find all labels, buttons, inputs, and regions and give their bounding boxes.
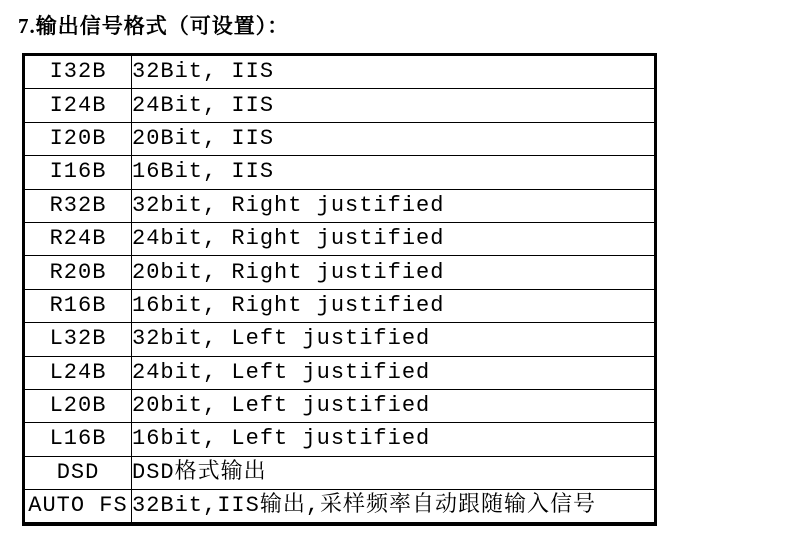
- format-desc-cell: 32Bit, IIS: [132, 55, 656, 89]
- format-desc-cell: 20bit, Left justified: [132, 389, 656, 422]
- output-format-table: [22, 53, 657, 526]
- format-code-cell: L16B: [24, 423, 132, 456]
- format-code-cell: R20B: [24, 256, 132, 289]
- format-desc-cell: 24bit, Right justified: [132, 222, 656, 255]
- table-row: [24, 222, 656, 255]
- table-row: [24, 356, 656, 389]
- table-row: [24, 423, 656, 456]
- format-code-cell: I24B: [24, 89, 132, 122]
- format-desc-cell: 32Bit,IIS输出,采样频率自动跟随输入信号: [132, 490, 656, 525]
- format-desc-cell: 16Bit, IIS: [132, 156, 656, 189]
- format-code-cell: L20B: [24, 389, 132, 422]
- format-code-cell: R24B: [24, 222, 132, 255]
- format-code-cell: I16B: [24, 156, 132, 189]
- table-row: [24, 55, 656, 89]
- table-row: [24, 156, 656, 189]
- format-desc-cell: 24bit, Left justified: [132, 356, 656, 389]
- table-row: [24, 323, 656, 356]
- format-desc-cell: DSD格式输出: [132, 456, 656, 489]
- format-code-cell: AUTO FS: [24, 490, 132, 525]
- table-row: [24, 189, 656, 222]
- table-row: [24, 89, 656, 122]
- format-code-cell: L24B: [24, 356, 132, 389]
- format-code-cell: I20B: [24, 122, 132, 155]
- table-row: [24, 389, 656, 422]
- format-desc-cell: 16bit, Right justified: [132, 289, 656, 322]
- format-desc-cell: 32bit, Right justified: [132, 189, 656, 222]
- format-desc-cell: 24Bit, IIS: [132, 89, 656, 122]
- format-code-cell: R16B: [24, 289, 132, 322]
- table-row: [24, 490, 656, 525]
- format-desc-cell: 20bit, Right justified: [132, 256, 656, 289]
- table-row: [24, 456, 656, 489]
- format-code-cell: I32B: [24, 55, 132, 89]
- section-heading: 7.输出信号格式（可设置）：: [18, 14, 290, 38]
- format-desc-cell: 32bit, Left justified: [132, 323, 656, 356]
- table-row: [24, 289, 656, 322]
- format-desc-cell: 16bit, Left justified: [132, 423, 656, 456]
- table-row: [24, 256, 656, 289]
- format-code-cell: L32B: [24, 323, 132, 356]
- format-code-cell: R32B: [24, 189, 132, 222]
- format-code-cell: DSD: [24, 456, 132, 489]
- table-row: [24, 122, 656, 155]
- format-desc-cell: 20Bit, IIS: [132, 122, 656, 155]
